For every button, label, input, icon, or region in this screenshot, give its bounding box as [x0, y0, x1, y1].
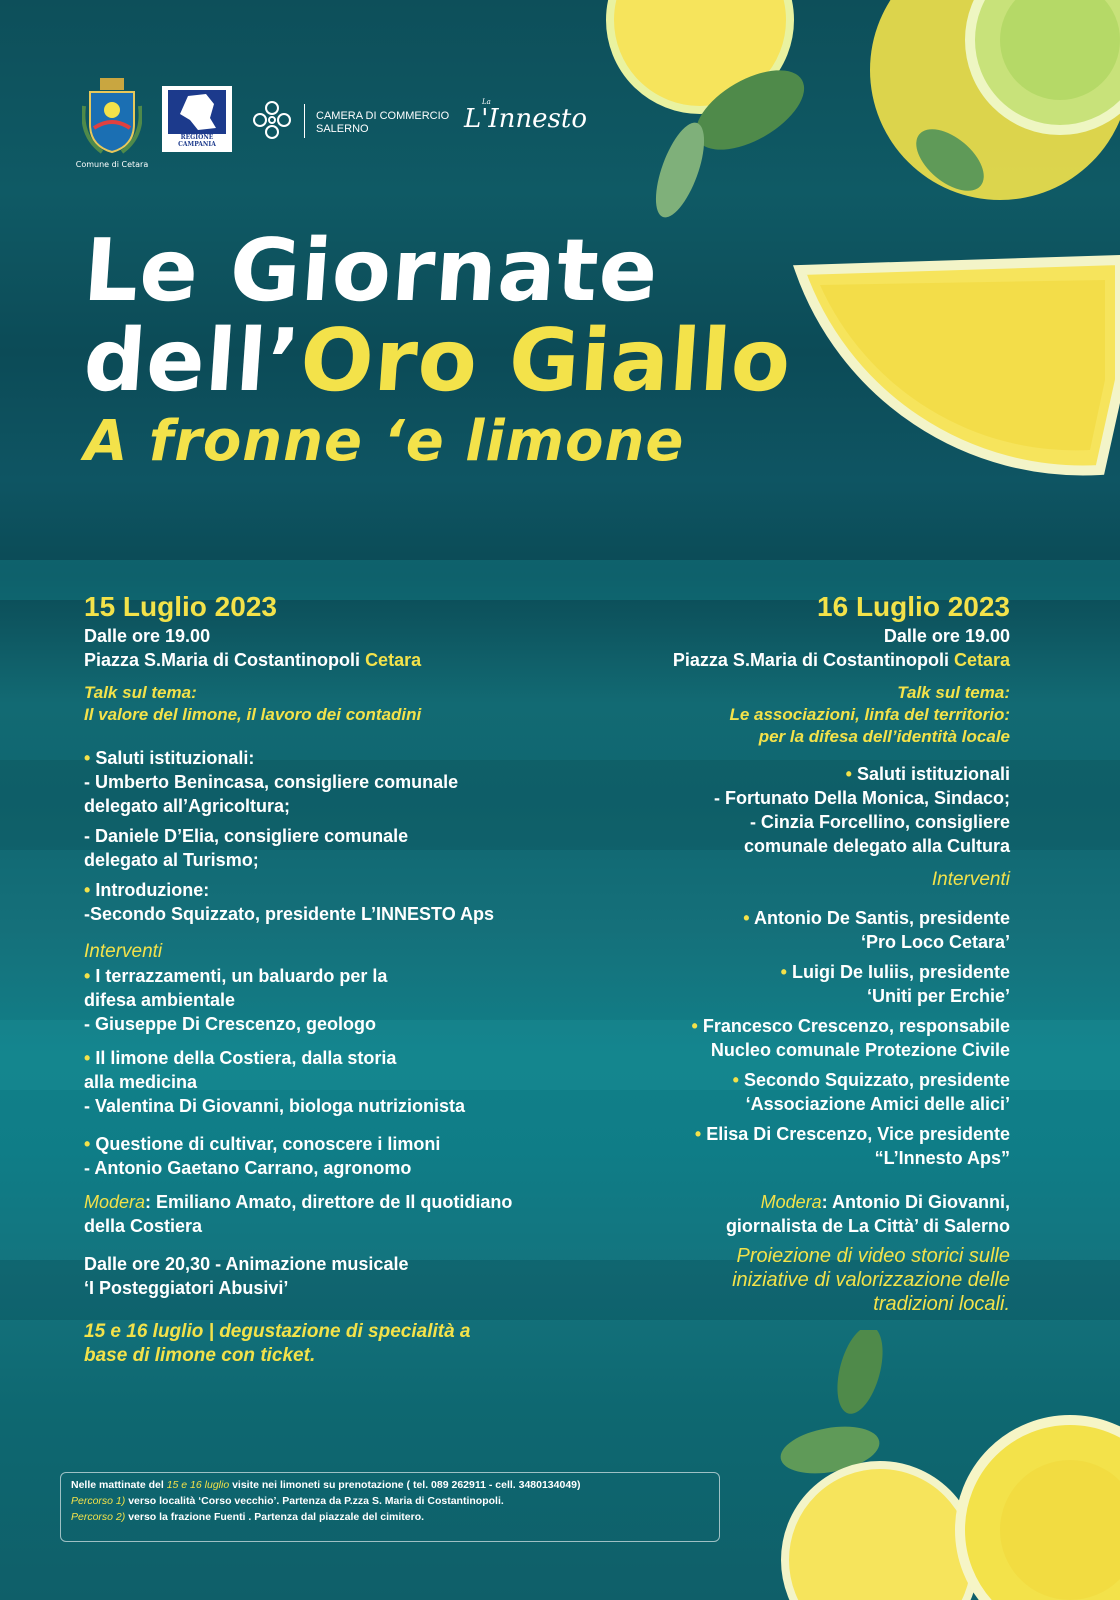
day1-int2-a: • Il limone della Costiera, dalla storia: [84, 1048, 397, 1068]
day2-int4-a: • Secondo Squizzato, presidente: [732, 1070, 1010, 1090]
day1-intro-1: -Secondo Squizzato, presidente L’INNESTO Aps: [84, 904, 495, 924]
day1-int2-b: alla medicina: [84, 1072, 198, 1092]
day2-time: Dalle ore 19.00: [883, 626, 1010, 646]
day1-music-a: Dalle ore 20,30 - Animazione musicale: [84, 1254, 409, 1274]
day1-talk-label: Talk sul tema:: [84, 683, 197, 702]
day1-town: Cetara: [365, 650, 422, 670]
day2-saluti-1: - Fortunato Della Monica, Sindaco;: [713, 788, 1010, 808]
cdc-line-1: CAMERA DI COMMERCIO: [316, 110, 450, 122]
title-subtitle: A fronne ‘e limone: [84, 409, 685, 474]
day2-int5-a: • Elisa Di Crescenzo, Vice presidente: [694, 1124, 1010, 1144]
day1-int1-a: • I terrazzamenti, un baluardo per la: [84, 966, 388, 986]
visit-info-line-1: [71, 1477, 709, 1493]
day2-int3-b: Nucleo comunale Protezione Civile: [710, 1040, 1010, 1060]
regione-campania-logo: [162, 86, 232, 152]
innesto-prefix: La: [482, 98, 491, 106]
day2-int1-a: • Antonio De Santis, presidente: [743, 908, 1010, 928]
day1-date: 15 Luglio 2023: [84, 591, 277, 622]
day2-int2-b: ‘Uniti per Erchie’: [866, 986, 1010, 1006]
day2-int4-b: ‘Associazione Amici delle alici’: [745, 1094, 1010, 1114]
title-line-1: Le Giornate: [80, 221, 662, 321]
day1-intro-text: Introduzione:: [95, 880, 210, 900]
day2-saluti-2a: - Cinzia Forcellino, consigliere: [749, 812, 1010, 832]
day2-saluti-label: • Saluti istituzionali: [845, 764, 1010, 784]
day2-talk-title-a: Le associazioni, linfa del territorio:: [729, 705, 1010, 724]
camera-di-commercio-logo: [252, 100, 452, 144]
route-1-text: verso località ‘Corso vecchio’. Partenza da P.zza S. Maria di Costantinopoli.: [125, 1495, 504, 1507]
day2-saluti-2b: comunale delegato alla Cultura: [743, 836, 1010, 856]
day1-interventi-label: Interventi: [84, 941, 163, 962]
day2-int5-a-text: Elisa Di Crescenzo, Vice presidente: [706, 1124, 1010, 1144]
day1-column: [84, 590, 564, 1368]
day1-int1-a-text: I terrazzamenti, un baluardo per la: [95, 966, 388, 986]
visit-info-1a: Nelle mattinate del: [71, 1479, 167, 1491]
day2-int3-a: • Francesco Crescenzo, responsabile: [691, 1016, 1010, 1036]
day2-int3-a-text: Francesco Crescenzo, responsabile: [702, 1016, 1010, 1036]
cdc-separator: [304, 104, 305, 138]
day1-int2-c: - Valentina Di Giovanni, biologa nutrizionista: [84, 1096, 466, 1116]
visit-info-line-2: [71, 1493, 709, 1509]
day2-town: Cetara: [953, 650, 1010, 670]
day1-int2-a-text: Il limone della Costiera, dalla storia: [95, 1048, 397, 1068]
cetara-caption: Comune di Cetara: [75, 160, 149, 169]
cdc-line-2: SALERNO: [316, 123, 369, 135]
day1-int1-b: difesa ambientale: [84, 990, 236, 1010]
title-line-2-yellow: Oro Giallo: [297, 311, 795, 411]
day2-place: [540, 648, 1010, 672]
route-2-text: verso la frazione Fuenti . Partenza dal piazzale del cimitero.: [125, 1511, 425, 1523]
day1-modera-b: della Costiera: [84, 1216, 203, 1236]
day2-int5-b: “L’Innesto Aps”: [874, 1148, 1010, 1168]
route-2-label: Percorso 2): [71, 1511, 126, 1523]
day2-column: [540, 590, 1010, 1316]
day1-place: [84, 648, 564, 672]
day2-video-b: iniziative di valorizzazione delle: [732, 1269, 1010, 1291]
day2-int1-a-text: Antonio De Santis, presidente: [753, 908, 1010, 928]
day1-modera-text: : Emiliano Amato, direttore de Il quotidiano: [145, 1192, 513, 1212]
visit-info-box: [60, 1472, 720, 1542]
visit-info-line-3: [71, 1509, 709, 1525]
day2-video-a: Proiezione di video storici sulle: [736, 1245, 1010, 1267]
day1-saluti-2a: - Daniele D’Elia, consigliere comunale: [84, 826, 409, 846]
route-1-label: Percorso 1): [71, 1495, 126, 1507]
day1-intro-label: • Introduzione:: [84, 880, 210, 900]
day1-saluti-1a: - Umberto Benincasa, consigliere comunale: [84, 772, 459, 792]
day2-interventi-label: Interventi: [931, 869, 1010, 890]
day2-int2-a-text: Luigi De Iuliis, presidente: [791, 962, 1010, 982]
day1-time: Dalle ore 19.00: [84, 626, 211, 646]
day2-int4-a-text: Secondo Squizzato, presidente: [743, 1070, 1010, 1090]
day1-int3-a-text: Questione di cultivar, conoscere i limoni: [95, 1134, 441, 1154]
day1-saluti-label: • Saluti istituzionali:: [84, 748, 255, 768]
day2-saluti-text: Saluti istituzionali: [856, 764, 1010, 784]
innesto-logo: [464, 98, 588, 134]
day2-date: 16 Luglio 2023: [817, 591, 1010, 622]
day2-talk-label: Talk sul tema:: [897, 683, 1010, 702]
day1-music-b: ‘I Posteggiatori Abusivi’: [84, 1278, 289, 1298]
day1-modera-label: Modera: [84, 1192, 146, 1212]
lemon-illustration-bottom: [740, 1330, 1120, 1600]
innesto-name: L'Innesto: [464, 104, 588, 134]
cdc-text: [316, 110, 449, 136]
day2-modera-b: giornalista de La Città’ di Salerno: [725, 1216, 1010, 1236]
day1-int3-a: • Questione di cultivar, conoscere i limoni: [84, 1134, 441, 1154]
title-line-2-white: dell’: [80, 311, 305, 411]
day2-video-c: tradizioni locali.: [873, 1293, 1010, 1315]
day1-tasting-a: 15 e 16 luglio | degustazione di specialità a: [84, 1321, 471, 1342]
visit-info-dates: 15 e 16 luglio: [166, 1479, 230, 1491]
day2-int2-a: • Luigi De Iuliis, presidente: [780, 962, 1010, 982]
visit-info-1c: visite nei limoneti su prenotazione ( tel. 089 262911 - cell. 3480134049): [229, 1479, 581, 1491]
day2-int1-b: ‘Pro Loco Cetara’: [860, 932, 1010, 952]
cdc-flower-icon: [252, 100, 292, 140]
day2-modera-text: : Antonio Di Giovanni,: [821, 1192, 1010, 1212]
day1-saluti-text: Saluti istituzionali:: [95, 748, 255, 768]
day1-modera-a: [84, 1190, 564, 1214]
day1-int1-c: - Giuseppe Di Crescenzo, geologo: [84, 1014, 377, 1034]
coat-of-arms-icon: [82, 76, 142, 154]
title-line-2: [80, 311, 795, 411]
campania-caption: REGIONE CAMPANIA: [178, 134, 216, 148]
day2-place-name: Piazza S.Maria di Costantinopoli: [672, 650, 949, 670]
day2-talk-title-b: per la difesa dell’identità locale: [758, 727, 1010, 746]
day2-modera-label: Modera: [760, 1192, 822, 1212]
day1-place-name: Piazza S.Maria di Costantinopoli: [84, 650, 361, 670]
day1-saluti-2b: delegato al Turismo;: [84, 850, 259, 870]
day1-int3-b: - Antonio Gaetano Carrano, agronomo: [84, 1158, 412, 1178]
event-title: [80, 221, 795, 478]
day1-saluti-1b: delegato all’Agricoltura;: [84, 796, 291, 816]
campania-map-icon: [168, 90, 226, 134]
day2-modera-a: [540, 1190, 1010, 1214]
day1-talk-title: Il valore del limone, il lavoro dei contadini: [84, 705, 422, 724]
day1-tasting-b: base di limone con ticket.: [84, 1345, 316, 1366]
cetara-coat-of-arms: [72, 76, 152, 169]
